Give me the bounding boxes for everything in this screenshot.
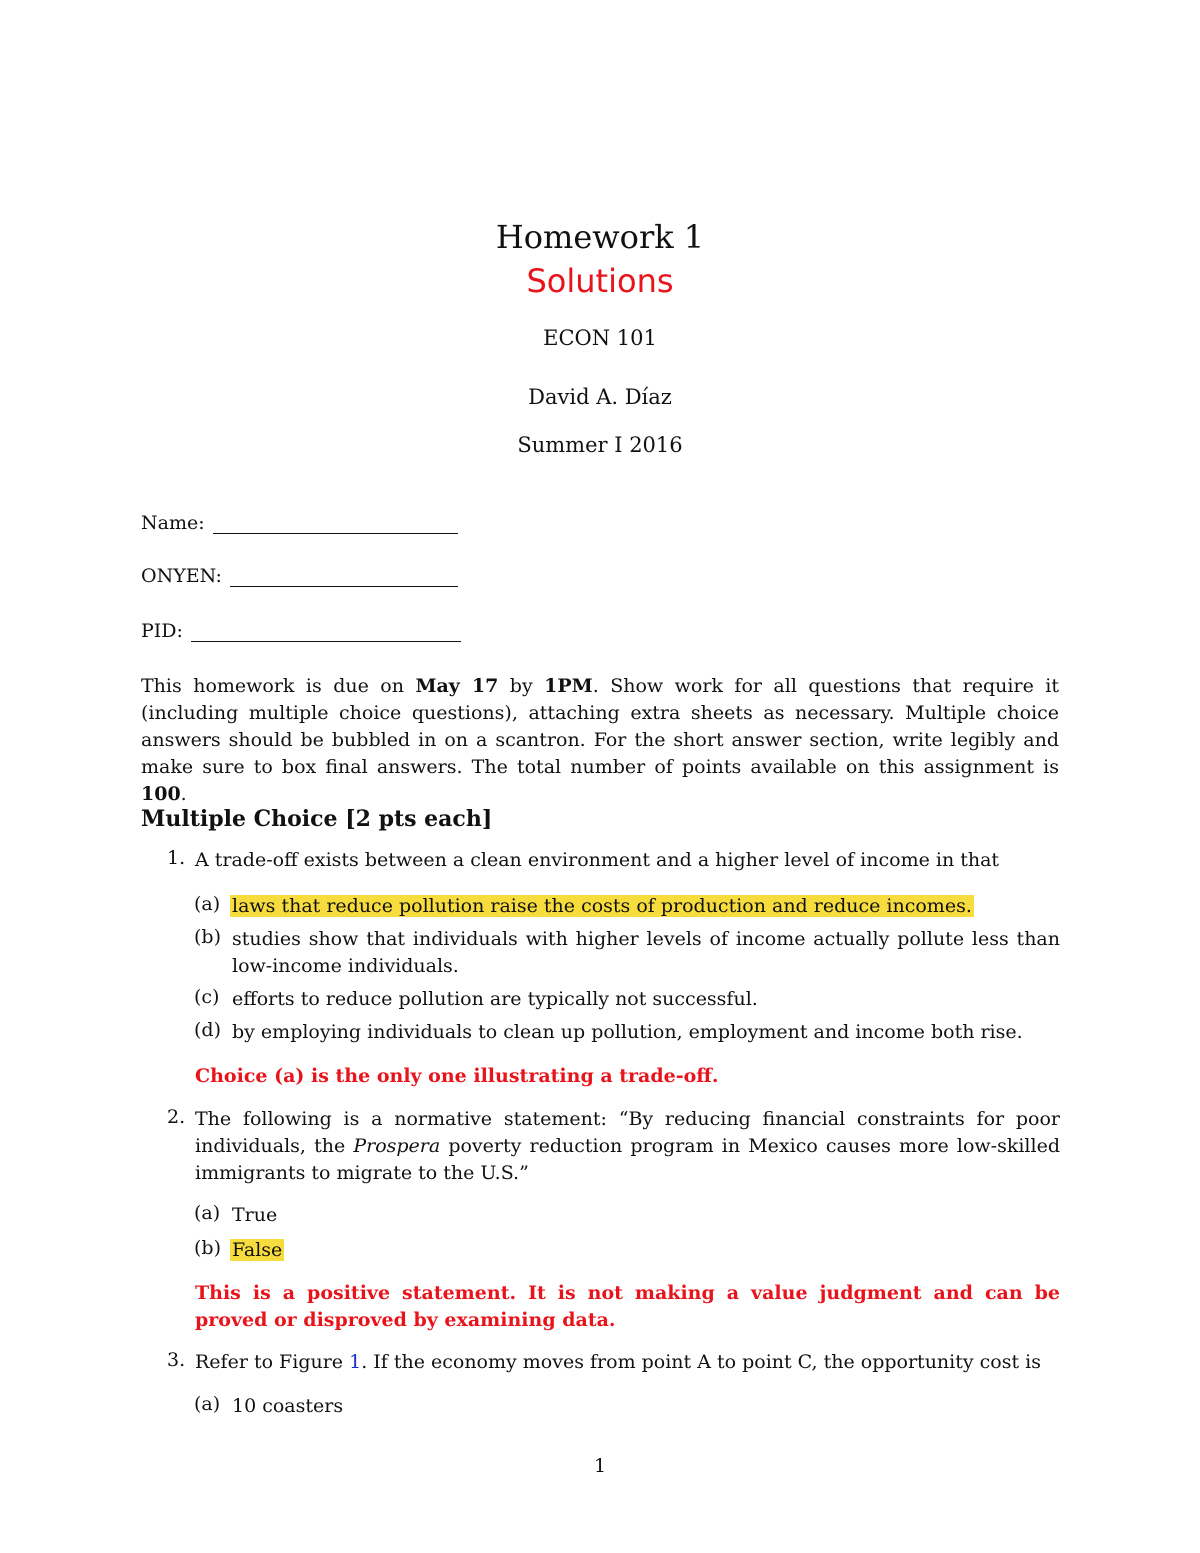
q3-text-part-2: . If the economy moves from point A to point C, the opportunity cost is [361, 1351, 1041, 1373]
question-1-number: 1. [167, 847, 186, 869]
q3-option-a[interactable]: 10 coasters [232, 1395, 344, 1417]
q1-option-d-label: (d) [194, 1019, 221, 1041]
q3-text-part-1: Refer to Figure [195, 1351, 350, 1373]
onyen-blank-line[interactable] [230, 566, 458, 587]
total-points: 100 [141, 783, 181, 805]
onyen-field[interactable] [141, 565, 458, 587]
q1-option-b[interactable]: studies show that individuals with higher levels of income actually pollute less than low-income individuals. [232, 928, 1060, 977]
instructions-text-1: This homework is due on [141, 675, 416, 697]
question-3-text [195, 1349, 1060, 1376]
q2-option-b-highlight: False [232, 1239, 283, 1261]
pid-field[interactable] [141, 620, 461, 642]
onyen-label: ONYEN: [141, 565, 222, 587]
due-date: May 17 [415, 675, 499, 697]
course-code: ECON 101 [543, 326, 657, 350]
question-2-text [195, 1106, 1060, 1187]
q1-option-a-highlight: laws that reduce pollution raise the costs of production and reduce incomes. [232, 895, 972, 917]
q1-option-d[interactable]: by employing individuals to clean up pollution, employment and income both rise. [232, 1021, 1023, 1043]
q2-answer-note: This is a positive statement. It is not making a value judgment and can be proved or disproved by examining data. [195, 1282, 1060, 1331]
q1-option-c[interactable]: efforts to reduce pollution are typically not successful. [232, 988, 758, 1010]
instructions-text-3: . Show work for all questions that require it (including multiple choice questions), attaching extra sheets as necessary. Multiple choice answers should be bubbled in on a scantron. For the short answer section, write legibly and make sure to box final answers. The total number of points available on this assignment is [141, 675, 1059, 778]
pid-label: PID: [141, 620, 183, 642]
q2-option-a-label: (a) [194, 1202, 221, 1224]
instructions-paragraph [141, 673, 1059, 808]
q2-option-b-label: (b) [194, 1237, 221, 1259]
q2-option-a[interactable]: True [232, 1204, 278, 1226]
author-name: David A. Díaz [528, 385, 672, 409]
q2-program-name: Prospera [353, 1135, 441, 1157]
q2-text-part-2: poverty reduction program in Mexico causes more low-skilled immigrants to migrate to the U.S.” [195, 1135, 1060, 1184]
document-subtitle: Solutions [526, 262, 674, 300]
q1-option-a-label: (a) [194, 893, 221, 915]
term-label: Summer I 2016 [517, 433, 683, 457]
instructions-text-4: . [180, 783, 187, 805]
page-number: 1 [593, 1455, 607, 1477]
name-label: Name: [141, 512, 205, 534]
figure-1-link[interactable]: 1 [349, 1351, 362, 1373]
question-2-number: 2. [167, 1106, 186, 1128]
due-time: 1PM [544, 675, 593, 697]
question-3-number: 3. [167, 1349, 186, 1371]
q3-option-a-label: (a) [194, 1393, 221, 1415]
q2-option-b[interactable] [230, 1237, 284, 1264]
name-field[interactable] [141, 512, 458, 534]
q2-text-part-1: The following is a normative statement: “By reducing financial constraints for poor individuals, the [195, 1108, 1060, 1157]
section-heading: Multiple Choice [2 pts each] [141, 806, 493, 832]
document-title: Homework 1 [495, 218, 705, 256]
q1-option-b-label: (b) [194, 926, 221, 948]
q1-option-c-label: (c) [194, 986, 220, 1008]
q1-answer-note: Choice (a) is the only one illustrating a trade-off. [195, 1065, 719, 1087]
instructions-text-2: by [498, 675, 545, 697]
pid-blank-line[interactable] [191, 621, 461, 642]
question-1-text: A trade-off exists between a clean environment and a higher level of income in that [195, 849, 1000, 871]
q1-option-a[interactable] [230, 893, 974, 920]
name-blank-line[interactable] [213, 513, 458, 534]
